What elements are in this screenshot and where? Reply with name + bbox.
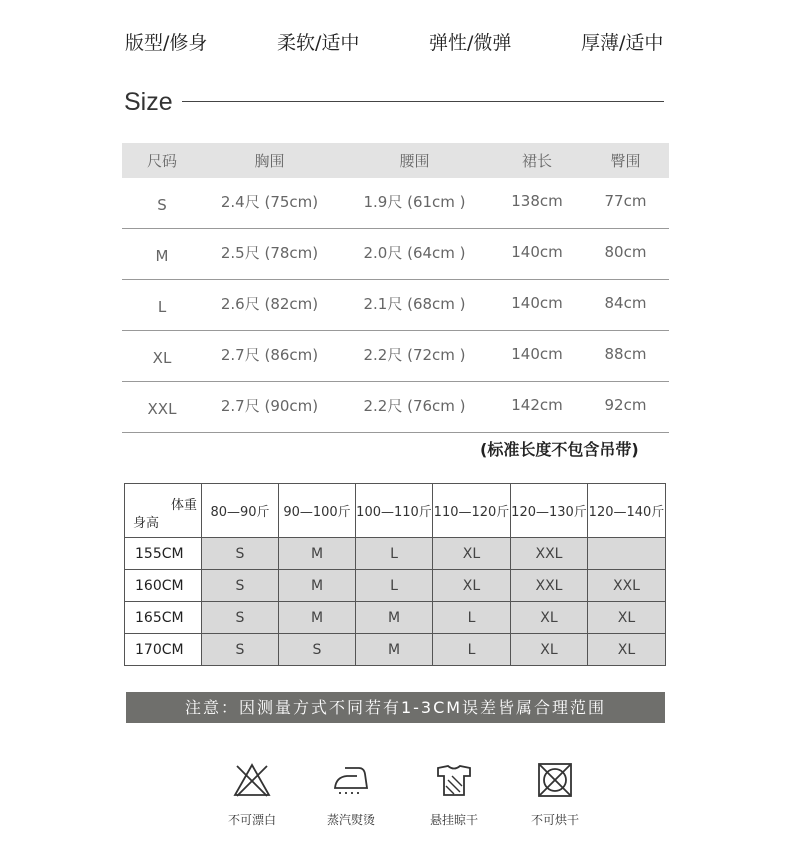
hip-cell: 92cm (582, 382, 669, 433)
size-cell (588, 538, 666, 570)
size-cell: XXL (588, 570, 666, 602)
bust-cell: 2.7尺 (90cm) (202, 382, 337, 433)
attribute-elasticity: 弹性/微弹 (429, 32, 512, 54)
care-label: 悬挂晾干 (429, 813, 478, 827)
size-cell: S (202, 602, 279, 634)
hip-cell: 84cm (582, 280, 669, 331)
length-cell: 142cm (492, 382, 582, 433)
size-cell: S (122, 178, 202, 229)
size-cell: S (202, 570, 279, 602)
table-row (122, 331, 669, 382)
weight-header: 100—110斤 (356, 484, 433, 538)
attribute-fit: 版型/修身 (125, 32, 208, 54)
bust-cell: 2.4尺 (75cm) (202, 178, 337, 229)
bust-cell: 2.6尺 (82cm) (202, 280, 337, 331)
size-cell: L (433, 634, 511, 666)
weight-header: 90—100斤 (279, 484, 356, 538)
size-cell: S (279, 634, 356, 666)
header-length: 裙长 (492, 143, 582, 178)
size-cell: L (356, 538, 433, 570)
waist-cell: 2.2尺 (72cm ) (337, 331, 492, 382)
size-cell: XL (588, 602, 666, 634)
corner-height-label: 身高 (133, 516, 160, 531)
size-cell: L (122, 280, 202, 331)
corner-weight-label: 体重 (170, 498, 197, 513)
no-tumble-dry-icon (535, 762, 575, 798)
table-row (125, 634, 666, 666)
table-row (125, 538, 666, 570)
header-bust: 胸围 (202, 143, 337, 178)
length-cell: 138cm (492, 178, 582, 229)
size-cell: XL (511, 634, 588, 666)
header-size: 尺码 (122, 143, 202, 178)
header-waist: 腰围 (337, 143, 492, 178)
table-row (122, 229, 669, 280)
size-cell: XXL (511, 570, 588, 602)
size-cell: XL (433, 570, 511, 602)
bust-cell: 2.5尺 (78cm) (202, 229, 337, 280)
no-bleach-icon (232, 762, 272, 798)
size-cell: S (202, 538, 279, 570)
corner-cell (125, 484, 202, 538)
waist-cell: 1.9尺 (61cm ) (337, 178, 492, 229)
length-cell: 140cm (492, 280, 582, 331)
weight-header: 120—130斤 (511, 484, 588, 538)
care-item-no-tumble-dry (520, 762, 590, 828)
size-cell: XL (122, 331, 202, 382)
fabric-attributes (0, 28, 790, 54)
size-cell: M (279, 538, 356, 570)
height-header: 155CM (125, 538, 202, 570)
weight-header: 110—120斤 (433, 484, 511, 538)
steam-iron-icon (331, 762, 371, 798)
length-cell: 140cm (492, 229, 582, 280)
length-note: (标准长度不包含吊带) (480, 440, 639, 459)
table-row (125, 602, 666, 634)
height-header: 165CM (125, 602, 202, 634)
size-heading: Size (124, 88, 173, 116)
care-label: 蒸汽熨烫 (326, 813, 375, 827)
care-item-no-bleach (217, 762, 287, 828)
size-cell: XXL (511, 538, 588, 570)
table-row (125, 570, 666, 602)
hip-cell: 77cm (582, 178, 669, 229)
height-header: 170CM (125, 634, 202, 666)
care-item-steam-iron (316, 762, 386, 828)
length-cell: 140cm (492, 331, 582, 382)
weight-header: 120—140斤 (588, 484, 666, 538)
hip-cell: 88cm (582, 331, 669, 382)
table-row (122, 178, 669, 229)
hip-cell: 80cm (582, 229, 669, 280)
size-cell: L (356, 570, 433, 602)
waist-cell: 2.2尺 (76cm ) (337, 382, 492, 433)
waist-cell: 2.0尺 (64cm ) (337, 229, 492, 280)
table-row (122, 280, 669, 331)
care-label: 不可漂白 (227, 813, 276, 827)
size-cell: L (433, 602, 511, 634)
size-cell: M (122, 229, 202, 280)
header-hip: 臀围 (582, 143, 669, 178)
size-heading-rule (182, 101, 664, 102)
hang-dry-icon (434, 762, 474, 798)
table-row (122, 382, 669, 433)
size-cell: M (279, 602, 356, 634)
size-cell: XL (433, 538, 511, 570)
size-cell: XXL (122, 382, 202, 433)
size-measurement-table (122, 143, 669, 433)
size-recommendation-table (124, 483, 666, 666)
attribute-thickness: 厚薄/适中 (581, 32, 664, 54)
size-cell: M (356, 634, 433, 666)
size-table-header (122, 143, 669, 178)
care-item-hang-dry (419, 762, 489, 828)
size-cell: S (202, 634, 279, 666)
size-cell: XL (511, 602, 588, 634)
weight-header: 80—90斤 (202, 484, 279, 538)
weight-header-row (125, 484, 666, 538)
height-header: 160CM (125, 570, 202, 602)
size-cell: M (356, 602, 433, 634)
waist-cell: 2.1尺 (68cm ) (337, 280, 492, 331)
bust-cell: 2.7尺 (86cm) (202, 331, 337, 382)
measurement-warning-banner: 注意：因测量方式不同若有1-3CM误差皆属合理范围 (126, 692, 665, 723)
attribute-softness: 柔软/适中 (277, 32, 360, 54)
size-cell: M (279, 570, 356, 602)
size-cell: XL (588, 634, 666, 666)
care-label: 不可烘干 (530, 813, 579, 827)
